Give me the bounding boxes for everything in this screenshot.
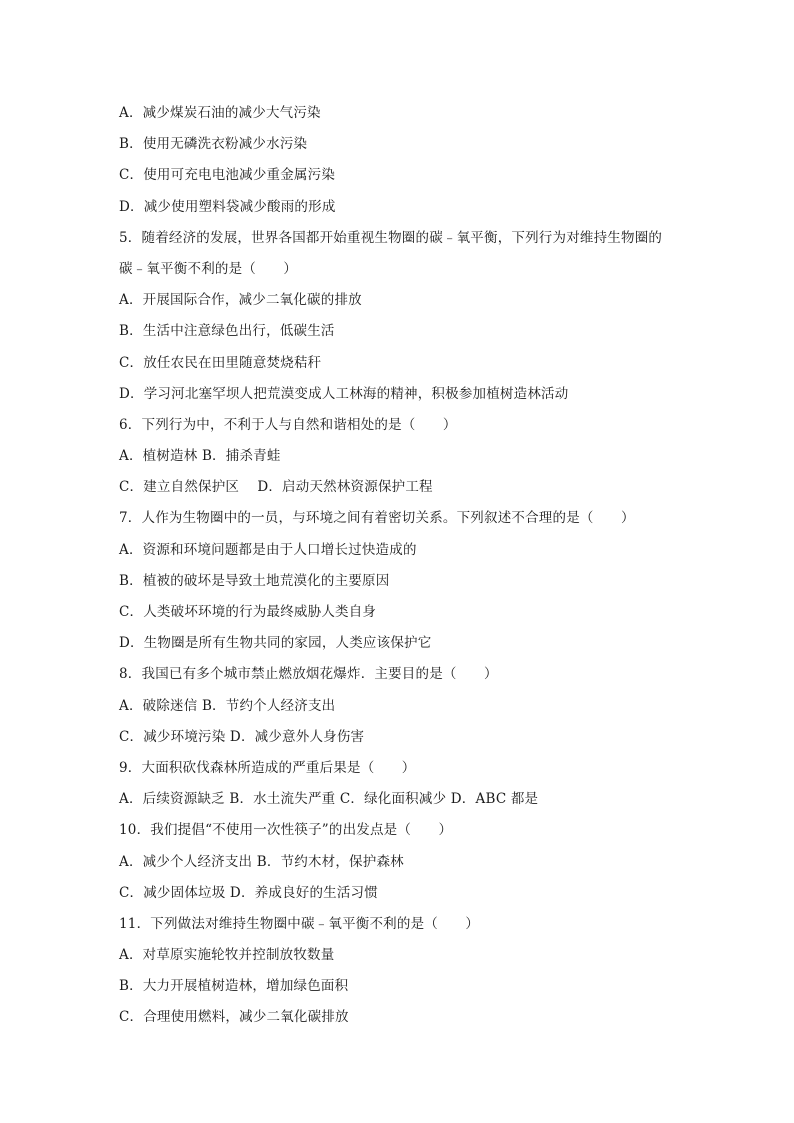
question-line: 5．随着经济的发展，世界各国都开始重视生物圈的碳﹣氧平衡，下列行为对维持生物圈的 — [119, 229, 663, 246]
question-line: 6．下列行为中，不利于人与自然和谐相处的是（ ） — [119, 416, 457, 433]
option-line: C．建立自然保护区 D．启动天然林资源保护工程 — [119, 479, 433, 496]
option-line: C．减少固体垃圾 D．养成良好的生活习惯 — [119, 884, 378, 901]
option-line: C．减少环境污染 D．减少意外人身伤害 — [119, 728, 365, 745]
question-line: 10．我们提倡“不使用一次性筷子”的出发点是（ ） — [119, 822, 453, 839]
option-line: B．大力开展植树造林，增加绿色面积 — [119, 978, 349, 995]
option-line: A．减少个人经济支出 B．节约木材，保护森林 — [119, 853, 404, 870]
option-line: A．资源和环境问题都是由于人口增长过快造成的 — [119, 541, 417, 558]
option-line: D．生物圈是所有生物共同的家园，人类应该保护它 — [119, 635, 432, 652]
question-line: 碳﹣氧平衡不利的是（ ） — [119, 260, 298, 277]
option-line: C．放任农民在田里随意焚烧秸秆 — [119, 354, 322, 371]
option-line: B．植被的破坏是导致土地荒漠化的主要原因 — [119, 572, 390, 589]
question-text-block — [119, 101, 699, 1037]
option-line: B．生活中注意绿色出行，低碳生活 — [119, 323, 335, 340]
question-line: 7．人作为生物圈中的一员，与环境之间有着密切关系。下列叙述不合理的是（ ） — [119, 510, 635, 527]
question-line: 9．大面积砍伐森林所造成的严重后果是（ ） — [119, 759, 416, 776]
option-line: D．减少使用塑料袋减少酸雨的形成 — [119, 198, 336, 215]
option-line: C．使用可充电电池减少重金属污染 — [119, 167, 336, 184]
option-line: D．学习河北塞罕坝人把荒漠变成人工林海的精神，积极参加植树造林活动 — [119, 385, 569, 402]
option-line: C．人类破坏环境的行为最终威胁人类自身 — [119, 604, 377, 620]
option-line: B．使用无磷洗衣粉减少水污染 — [119, 136, 308, 153]
question-line: 8．我国已有多个城市禁止燃放烟花爆炸．主要目的是（ ） — [119, 666, 498, 683]
option-line: A．破除迷信 B．节约个人经济支出 — [119, 697, 336, 714]
option-line: C．合理使用燃料，减少二氧化碳排放 — [119, 1009, 349, 1026]
option-line: A．开展国际合作，减少二氧化碳的排放 — [119, 292, 362, 309]
question-line: 11．下列做法对维持生物圈中碳﹣氧平衡不利的是（ ） — [119, 915, 480, 932]
option-line: A．后续资源缺乏 B．水土流失严重 C．绿化面积减少 D．ABC 都是 — [119, 791, 539, 808]
option-line: A．减少煤炭石油的减少大气污染 — [119, 105, 321, 121]
option-line: A．植树造林 B．捕杀青蛙 — [119, 448, 281, 465]
option-line: A．对草原实施轮牧并控制放牧数量 — [119, 947, 335, 964]
